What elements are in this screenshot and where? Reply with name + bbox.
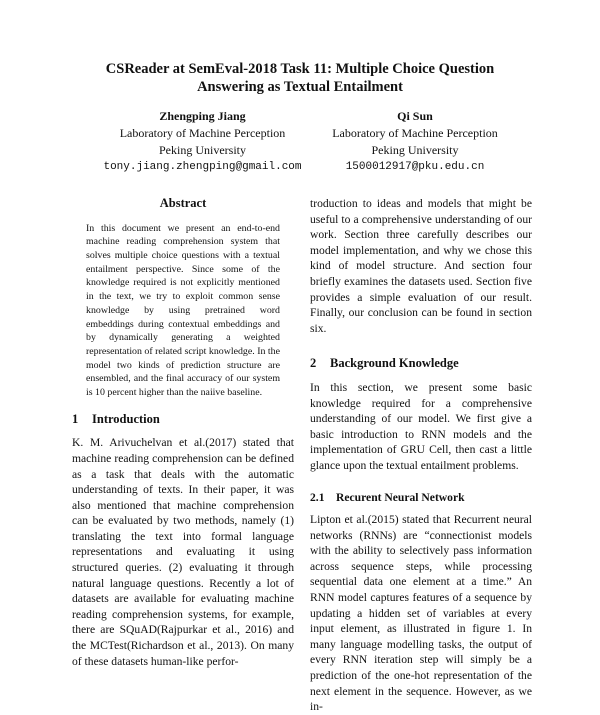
abstract-heading: Abstract	[159, 196, 207, 210]
author-lab: Laboratory of Machine Perception	[332, 126, 498, 140]
right-column	[310, 196, 532, 715]
subsection-heading-rnn	[310, 490, 532, 506]
section-number: 2	[310, 356, 317, 371]
paragraph: K. M. Arivuchelvan et al.(2017) stated that machine reading comprehension can be defined as a task that deals with the automatic understanding of texts. In their paper, it was also mentioned that machine comprehension can be evaluated by two methods, namely (1) translating the text into formal language representations and evaluating it using structured queries. (2) evaluating it through natural language questions. Recently a lot of datasets are available for evaluating machine reading comprehension systems, for example, there are SQuAD(Rajpurkar et al., 2016) and the MCTest(Richardson et al., 2013). On many of these datasets human-like perfor-	[72, 436, 294, 668]
author-email: tony.jiang.zhengping@gmail.com	[103, 161, 302, 173]
author-university: Peking University	[371, 143, 459, 157]
abstract-text: In this document we present an end-to-end machine reading comprehension system that solves multiple choice questions with a textual entailment perspective. Since some of the knowledge required is not explicitly mentioned in the text, we try to exploit common sense knowledge by using pretrained word embeddings during contextual embeddings and by dynamically generating a weighted representation of related script knowledge. In the model two kinds of prediction structure are ensembled, and the final accuracy of our system is 10 percent higher than the naiive baseline.	[86, 222, 280, 399]
author-university: Peking University	[159, 143, 246, 157]
left-column	[72, 196, 294, 669]
paragraph: troduction to ideas and models that might be useful to a comprehensive understanding of our work. Section three carefully describes our model implementation, and why we chose this kind of model structure. And section four briefly examines the datasets used. Section five provides a simple evaluation of our result. Finally, our conclusion can be found in section six.	[310, 197, 532, 335]
author-block-2	[315, 108, 515, 176]
subsection-title: Recurent Neural Network	[336, 490, 465, 504]
author-name: Qi Sun	[397, 109, 433, 123]
author-lab: Laboratory of Machine Perception	[119, 126, 286, 140]
section-title: Introduction	[92, 411, 160, 426]
author-block-1	[70, 108, 335, 176]
section-heading-background	[310, 356, 532, 372]
section-title: Background Knowledge	[330, 356, 459, 371]
paragraph: In this section, we present some basic knowledge required for a comprehensive understanding of our model. We first give a basic introduction to RNN models and the implementation of GRU Cell, then cast a little glance upon the textual entailment problems.	[310, 380, 532, 472]
author-email: 1500012917@pku.edu.cn	[345, 161, 485, 173]
title-line-1: CSReader at SemEval-2018 Task 11: Multiple Choice Question	[105, 61, 495, 77]
title-line-2: Answering as Textual Entailment	[197, 79, 403, 95]
paper-title	[0, 60, 600, 96]
paragraph: Lipton et al.(2015) stated that Recurrent neural networks (RNNs) are “connectionist models with the ability to selectively pass information across sequence steps, while processing sequential data one element at a time.” An RNN model captures features of a sequence by updating a hidden set of variables at every input element, as illustrated in figure 1. In many language modelling tasks, the output of every RNN iteration step will simply be a prediction of the one-hot representation of the next element in the sequence. However, as we in-	[310, 513, 532, 714]
section-number: 1	[72, 411, 79, 426]
subsection-number: 2.1	[310, 490, 325, 504]
section-heading-introduction	[72, 412, 294, 428]
author-name: Zhengping Jiang	[159, 109, 246, 123]
